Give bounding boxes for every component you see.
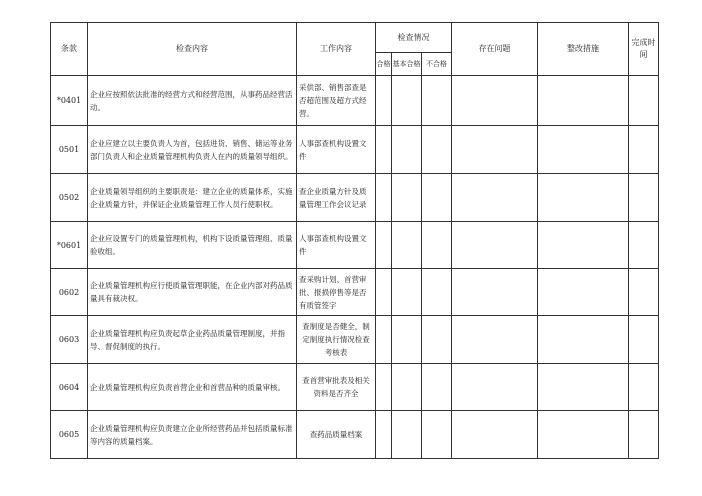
header-clause: 条款 — [51, 23, 88, 76]
header-unqualified: 不合格 — [422, 53, 452, 76]
table-row — [51, 411, 659, 459]
problems-cell[interactable] — [452, 316, 538, 364]
inspection-content: 企业应按照依法批准的经营方式和经营范围，从事药品经营活动。 — [88, 76, 297, 126]
clause-code: 0603 — [51, 316, 88, 364]
qualified-cell[interactable] — [376, 269, 392, 316]
measures-cell[interactable] — [538, 174, 629, 222]
unqualified-cell[interactable] — [422, 316, 452, 364]
qualified-cell[interactable] — [376, 76, 392, 126]
work-content: 人事部查机构设置文件 — [297, 222, 376, 269]
inspection-content: 企业质量管理机构应行使质量管理职能，在企业内部对药品质量具有裁决权。 — [88, 269, 297, 316]
inspection-content: 企业质量领导组织的主要职责是：建立企业的质量体系，实施企业质量方针，并保证企业质量管理工作人员行使职权。 — [88, 174, 297, 222]
completion-cell[interactable] — [629, 364, 659, 411]
unqualified-cell[interactable] — [422, 222, 452, 269]
clause-code: 0604 — [51, 364, 88, 411]
work-content: 采供部、销售部查是否超范围及超方式经营。 — [297, 76, 376, 126]
header-method: 工作内容 — [297, 23, 376, 76]
work-content: 查制度是否健全，制定制度执行情况检查考核表 — [297, 316, 376, 364]
inspection-content: 企业应建立以主要负责人为首，包括进货、销售、储运等业务部门负责人和企业质量管理机构负责人在内的质量领导组织。 — [88, 126, 297, 174]
qualified-cell[interactable] — [376, 174, 392, 222]
measures-cell[interactable] — [538, 364, 629, 411]
measures-cell[interactable] — [538, 411, 629, 459]
work-content: 查企业质量方针及质量管理工作会议记录 — [297, 174, 376, 222]
qualified-cell[interactable] — [376, 316, 392, 364]
problems-cell[interactable] — [452, 76, 538, 126]
header-measures: 整改措施 — [538, 23, 629, 76]
basic-qualified-cell[interactable] — [392, 316, 422, 364]
completion-cell[interactable] — [629, 222, 659, 269]
inspection-content: 企业应设置专门的质量管理机构，机构下设质量管理组、质量验收组。 — [88, 222, 297, 269]
table-row — [51, 126, 659, 174]
basic-qualified-cell[interactable] — [392, 222, 422, 269]
measures-cell[interactable] — [538, 316, 629, 364]
problems-cell[interactable] — [452, 222, 538, 269]
table-row — [51, 222, 659, 269]
header-completion: 完成时间 — [629, 23, 659, 76]
inspection-content: 企业质量管理机构应负责起草企业药品质量管理制度，并指导、督促制度的执行。 — [88, 316, 297, 364]
unqualified-cell[interactable] — [422, 76, 452, 126]
basic-qualified-cell[interactable] — [392, 126, 422, 174]
clause-code: *0601 — [51, 222, 88, 269]
inspection-table — [50, 22, 659, 459]
header-problems: 存在问题 — [452, 23, 538, 76]
table-row — [51, 76, 659, 126]
measures-cell[interactable] — [538, 126, 629, 174]
unqualified-cell[interactable] — [422, 174, 452, 222]
work-content: 查首营审批表及相关资料是否齐全 — [297, 364, 376, 411]
clause-code: 0502 — [51, 174, 88, 222]
problems-cell[interactable] — [452, 174, 538, 222]
qualified-cell[interactable] — [376, 411, 392, 459]
completion-cell[interactable] — [629, 76, 659, 126]
completion-cell[interactable] — [629, 316, 659, 364]
work-content: 人事部查机构设置文件 — [297, 126, 376, 174]
measures-cell[interactable] — [538, 269, 629, 316]
unqualified-cell[interactable] — [422, 269, 452, 316]
basic-qualified-cell[interactable] — [392, 76, 422, 126]
header-qualified: 合格 — [376, 53, 392, 76]
problems-cell[interactable] — [452, 364, 538, 411]
completion-cell[interactable] — [629, 411, 659, 459]
completion-cell[interactable] — [629, 126, 659, 174]
inspection-content: 企业质量管理机构应负责建立企业所经营药品并包括质量标准等内容的质量档案。 — [88, 411, 297, 459]
table-row — [51, 269, 659, 316]
problems-cell[interactable] — [452, 411, 538, 459]
table-row — [51, 174, 659, 222]
table-row — [51, 364, 659, 411]
completion-cell[interactable] — [629, 269, 659, 316]
unqualified-cell[interactable] — [422, 364, 452, 411]
clause-code: *0401 — [51, 76, 88, 126]
header-check-status: 检查情况 — [376, 23, 452, 53]
inspection-content: 企业质量管理机构应负责首营企业和首营品种的质量审核。 — [88, 364, 297, 411]
measures-cell[interactable] — [538, 76, 629, 126]
unqualified-cell[interactable] — [422, 126, 452, 174]
basic-qualified-cell[interactable] — [392, 174, 422, 222]
unqualified-cell[interactable] — [422, 411, 452, 459]
basic-qualified-cell[interactable] — [392, 364, 422, 411]
qualified-cell[interactable] — [376, 222, 392, 269]
work-content: 查采购计划、首营审批、报损停售等是否有质管签字 — [297, 269, 376, 316]
clause-code: 0605 — [51, 411, 88, 459]
problems-cell[interactable] — [452, 269, 538, 316]
basic-qualified-cell[interactable] — [392, 411, 422, 459]
measures-cell[interactable] — [538, 222, 629, 269]
header-content: 检查内容 — [88, 23, 297, 76]
qualified-cell[interactable] — [376, 126, 392, 174]
clause-code: 0602 — [51, 269, 88, 316]
qualified-cell[interactable] — [376, 364, 392, 411]
problems-cell[interactable] — [452, 126, 538, 174]
clause-code: 0501 — [51, 126, 88, 174]
completion-cell[interactable] — [629, 174, 659, 222]
header-basic-qualified: 基本合格 — [392, 53, 422, 76]
table-row — [51, 316, 659, 364]
work-content: 查药品质量档案 — [297, 411, 376, 459]
basic-qualified-cell[interactable] — [392, 269, 422, 316]
